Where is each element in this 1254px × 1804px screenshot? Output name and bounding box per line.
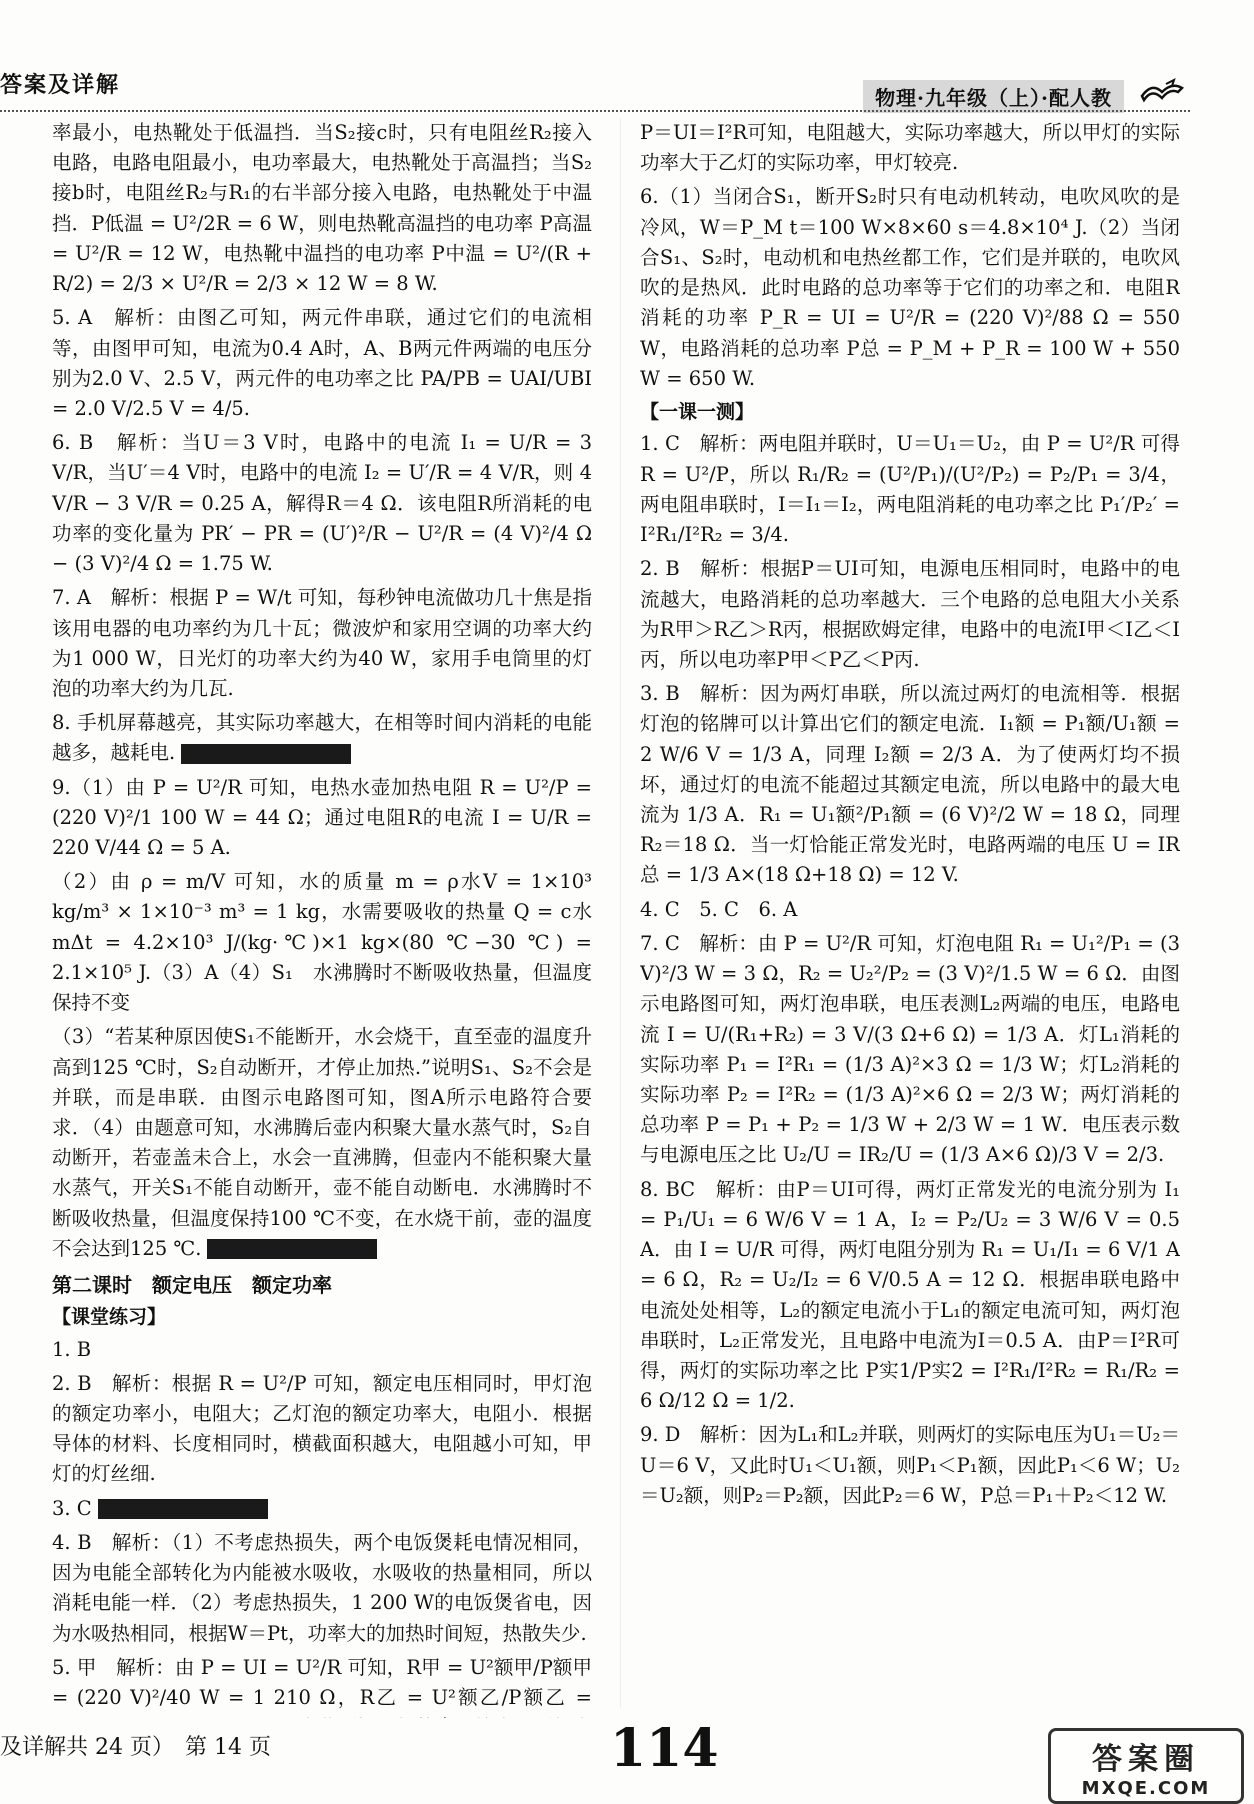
watermark-title: 答案圈 bbox=[1092, 1741, 1200, 1777]
paragraph-text: 率最小，电热靴处于低温挡．当S₂接c时，只有电阻丝R₂接入电路，电路电阻最小，电功率最大，电热靴处于高温挡；当S₂接b时，电阻丝R₂与R₁的右半部分接入电路，电热靴处于中温挡．P低温 = U²/2R = 6 W，则电热靴高温挡的电功率 P高温 = U²/R = 12 W，电热靴中温挡的电功率 P中温 = U²/(R + R/2) = 2/3 × U²/R = 2/3 × 12 W = 8 W. bbox=[52, 121, 592, 296]
page-number: 114 bbox=[610, 1718, 719, 1779]
answer-paragraph bbox=[52, 867, 592, 1018]
footer-page-info: 及详解共 24 页） 第 14 页 bbox=[0, 1735, 271, 1760]
answer-paragraph bbox=[52, 583, 592, 704]
answer-paragraph bbox=[640, 929, 1180, 1171]
subsection-title bbox=[52, 1303, 592, 1332]
answer-paragraph bbox=[52, 303, 592, 424]
paragraph-text: 9.（1）由 P = U²/R 可知，电热水壶加热电阻 R = U²/P = (220 V)²/1 100 W = 44 Ω；通过电阻R的电流 I = U/R = 220 V/44 Ω = 5 A. bbox=[52, 775, 592, 860]
redaction-bar bbox=[207, 1239, 377, 1259]
paragraph-text: 9. D 解析：因为L₁和L₂并联，则两灯的实际电压为U₁＝U₂＝U＝6 V，又此时U₁＜U₁额，则P₁＜P₁额，因此P₁＜6 W；U₂＝U₂额，则P₂＝P₂额，因此P₂＝6 W，P总＝P₁＋P₂＜12 W. bbox=[640, 1423, 1180, 1507]
answer-paragraph bbox=[640, 895, 1180, 925]
answer-paragraph bbox=[52, 1022, 592, 1264]
answer-paragraph bbox=[52, 1369, 592, 1490]
header-dotted-rule bbox=[0, 110, 1190, 112]
answer-paragraph bbox=[52, 428, 592, 579]
paragraph-text: 4. B 解析：（1）不考虑热损失，两个电饭煲耗电情况相同，因为电能全部转化为内能被水吸收，水吸收的热量相同，所以消耗电能一样．（2）考虑热损失，1 200 W的电饭煲省电，因为水吸热相同，根据W＝Pt，功率大的加热时间短，热散失少. bbox=[52, 1530, 592, 1645]
answer-paragraph bbox=[52, 118, 592, 299]
paragraph-text: 3. B 解析：因为两灯串联，所以流过两灯的电流相等．根据灯泡的铭牌可以计算出它们的额定电流．I₁额 = P₁额/U₁额 = 2 W/6 V = 1/3 A，同理 I₂额 = 2/3 A．为了使两灯均不损坏，通过灯的电流不能超过其额定电流，所以电路中的最大电流为 1/3 A．R₁ = U₁额²/P₁额 = (6 V)²/2 W = 18 Ω，同理R₂＝18 Ω．当一灯恰能正常发光时，电路两端的电压 U = IR总 = 1/3 A×(18 Ω+18 Ω) = 12 V. bbox=[640, 682, 1180, 887]
paragraph-text: 8. BC 解析：由P＝UI可得，两灯正常发光的电流分别为 I₁ = P₁/U₁ = 6 W/6 V = 1 A，I₂ = P₂/U₂ = 3 W/6 V = 0.5 A．由 I = U/R 可得，两灯电阻分别为 R₁ = U₁/I₁ = 6 V/1 A = 6 Ω，R₂ = U₂/I₂ = 6 V/0.5 A = 12 Ω．根据串联电路中电流处处相等，L₂的额定电流小于L₁的额定电流可知，两灯泡串联时，L₂正常发光，且电路中电流为I＝0.5 A．由P＝I²R可得，两灯的实际功率之比 P实1/P实2 = I²R₁/I²R₂ = R₁/R₂ = 6 Ω/12 Ω = 1/2. bbox=[640, 1177, 1180, 1413]
paragraph-text: 1. C 解析：两电阻并联时，U＝U₁＝U₂，由 P = U²/R 可得 R = U²/P，所以 R₁/R₂ = (U²/P₁)/(U²/P₂) = P₂/P₁ = 3/4，两电阻串联时，I＝I₁＝I₂，两电阻消耗的电功率之比 P₁′/P₂′ = I²R₁/I²R₂ = 3/4. bbox=[640, 432, 1180, 547]
paragraph-text: 3. C bbox=[52, 1496, 92, 1520]
paragraph-text: 2. B 解析：根据P＝UI可知，电源电压相同时，电路中的电流越大，电路消耗的总功率越大．三个电路的总电阻大小关系为R甲＞R乙＞R丙，根据欧姆定律，电路中的电流I甲＜I乙＜I丙，所以电功率P甲＜P乙＜P丙. bbox=[640, 557, 1180, 671]
paragraph-text: 2. B 解析：根据 R = U²/P 可知，额定电压相同时，甲灯泡的额定功率小，电阻大；乙灯泡的额定功率大，电阻小．根据导体的材料、长度相同时，横截面积越大，电阻越小可知，甲灯的灯丝细. bbox=[52, 1371, 592, 1486]
paragraph-text: 6.（1）当闭合S₁，断开S₂时只有电动机转动，电吹风吹的是冷风，W＝P_M t＝100 W×8×60 s＝4.8×10⁴ J.（2）当闭合S₁、S₂时，电动机和电热丝都工作，它们是并联的，电吹风吹的是热风．此时电路的总功率等于它们的功率之和．电阻R消耗的功率 P_R = UI = U²/R = (220 V)²/88 Ω = 550 W，电路消耗的总功率 P总 = P_M + P_R = 100 W + 550 W = 650 W. bbox=[640, 185, 1180, 390]
header-left-title: 答案及详解 bbox=[0, 72, 121, 98]
answer-paragraph bbox=[640, 679, 1180, 891]
answer-paragraph bbox=[640, 429, 1180, 550]
left-column bbox=[52, 118, 592, 1718]
paragraph-text: 5. A 解析：由图乙可知，两元件串联，通过它们的电流相等，由图甲可知，电流为0.4 A时，A、B两元件两端的电压分别为2.0 V、2.5 V，两元件的电功率之比 PA/PB = UAI/UBI = 2.0 V/2.5 V = 4/5. bbox=[52, 306, 592, 420]
answer-paragraph bbox=[52, 1653, 592, 1718]
answer-paragraph bbox=[52, 1528, 592, 1649]
paragraph-text: 【课堂练习】 bbox=[52, 1306, 167, 1329]
paragraph-text: 1. B bbox=[52, 1337, 92, 1361]
redaction-bar bbox=[181, 744, 351, 764]
paragraph-text: P＝UI＝I²R可知，电阻越大，实际功率越大，所以甲灯的实际功率大于乙灯的实际功率，甲灯较亮. bbox=[640, 121, 1180, 175]
answer-paragraph bbox=[640, 554, 1180, 675]
column-divider bbox=[620, 118, 621, 1708]
page-footer bbox=[0, 1718, 1254, 1800]
section-title bbox=[52, 1270, 592, 1301]
paragraph-text: 6. B 解析：当U＝3 V时，电路中的电流 I₁ = U/R = 3 V/R，当U′＝4 V时，电路中的电流 I₂ = U′/R = 4 V/R，则 4 V/R − 3 V/R = 0.25 A，解得R＝4 Ω．该电阻R所消耗的电功率的变化量为 PR′ − PR = (U′)²/R − U²/R = (4 V)²/4 Ω − (3 V)²/4 Ω = 1.75 W. bbox=[52, 431, 592, 576]
watermark-url: MXQE.COM bbox=[1081, 1777, 1211, 1799]
answer-paragraph bbox=[52, 1494, 592, 1524]
book-bird-logo-icon bbox=[1140, 78, 1184, 108]
paragraph-text: （2）由 ρ = m/V 可知，水的质量 m = ρ水V = 1×10³ kg/m³ × 1×10⁻³ m³ = 1 kg，水需要吸收的热量 Q = c水mΔt = 4.2×10³ J/(kg·℃)×1 kg×(80 ℃−30 ℃) = 2.1×10⁵ J.（3）A（4）S₁ 水沸腾时不断吸收热量，但温度保持不变 bbox=[52, 870, 592, 1015]
answer-paragraph bbox=[52, 773, 592, 864]
answer-paragraph bbox=[640, 182, 1180, 394]
answer-paragraph bbox=[640, 1175, 1180, 1417]
answer-paragraph bbox=[640, 1420, 1180, 1511]
paragraph-text: （3）“若某种原因使S₁不能断开，水会烧干，直至壶的温度升高到125 ℃时，S₂自动断开，才停止加热.”说明S₁、S₂不会是并联，而是串联．由图示电路图可知，图A所示电路符合要求．（4）由题意可知，水沸腾后壶内积聚大量水蒸气时，S₂自动断开，若壶盖未合上，水会一直沸腾，但壶内不能积聚大量水蒸气，开关S₁不能自动断开，壶不能自动断电．水沸腾时不断吸收热量，但温度保持100 ℃不变，在水烧干前，壶的温度不会达到125 ℃. bbox=[52, 1025, 592, 1260]
right-column bbox=[640, 118, 1180, 1718]
paragraph-text: 5. 甲 解析：由 P = UI = U²/R 可知，R甲 = U²额甲/P额甲 = (220 V)²/40 W = 1 210 Ω，R乙 = U²额乙/P额乙 = bbox=[52, 1655, 592, 1709]
paragraph-text: 4. C 5. C 6. A bbox=[640, 897, 798, 921]
paragraph-text: 7. A 解析：根据 P = W/t 可知，每秒钟电流做功几十焦是指该用电器的电功率约为几十瓦；微波炉和家用空调的功率大约为1 000 W，日光灯的功率大约为40 W，家用手电筒里的灯泡的功率大约为几瓦. bbox=[52, 586, 592, 700]
paragraph-text: 7. C 解析：由 P = U²/R 可知，灯泡电阻 R₁ = U₁²/P₁ = (3 V)²/3 W = 3 Ω，R₂ = U₂²/P₂ = (3 V)²/1.5 W = 6 Ω．由图示电路图可知，两灯泡串联，电压表测L₂两端的电压，电路电流 I = U/(R₁+R₂) = 3 V/(3 Ω+6 Ω) = 1/3 A．灯L₁消耗的实际功率 P₁ = I²R₁ = (1/3 A)²×3 Ω = 1/3 W；灯L₂消耗的实际功率 P₂ = I²R₂ = (1/3 A)²×6 Ω = 2/3 W；两灯消耗的总功率 P = P₁ + P₂ = 1/3 W + 2/3 W = 1 W．电压表示数与电源电压之比 U₂/U = IR₂/U = (1/3 A×6 Ω)/3 V = 2/3. bbox=[640, 931, 1180, 1167]
subsection-title bbox=[640, 398, 1180, 427]
page-header bbox=[0, 0, 1254, 110]
paragraph-text: 【一课一测】 bbox=[640, 400, 755, 423]
watermark-logo bbox=[1048, 1728, 1244, 1804]
answer-paragraph bbox=[640, 118, 1180, 178]
answer-paragraph bbox=[52, 1335, 592, 1365]
header-right-title: 物理·九年级（上）·配人教 bbox=[863, 80, 1124, 113]
redaction-bar bbox=[98, 1499, 268, 1519]
answer-paragraph bbox=[52, 708, 592, 768]
paragraph-text: 8. 手机屏幕越亮，其实际功率越大，在相等时间内消耗的电能越多，越耗电. bbox=[52, 711, 592, 765]
paragraph-text: 第二课时 额定电压 额定功率 bbox=[52, 1273, 332, 1298]
